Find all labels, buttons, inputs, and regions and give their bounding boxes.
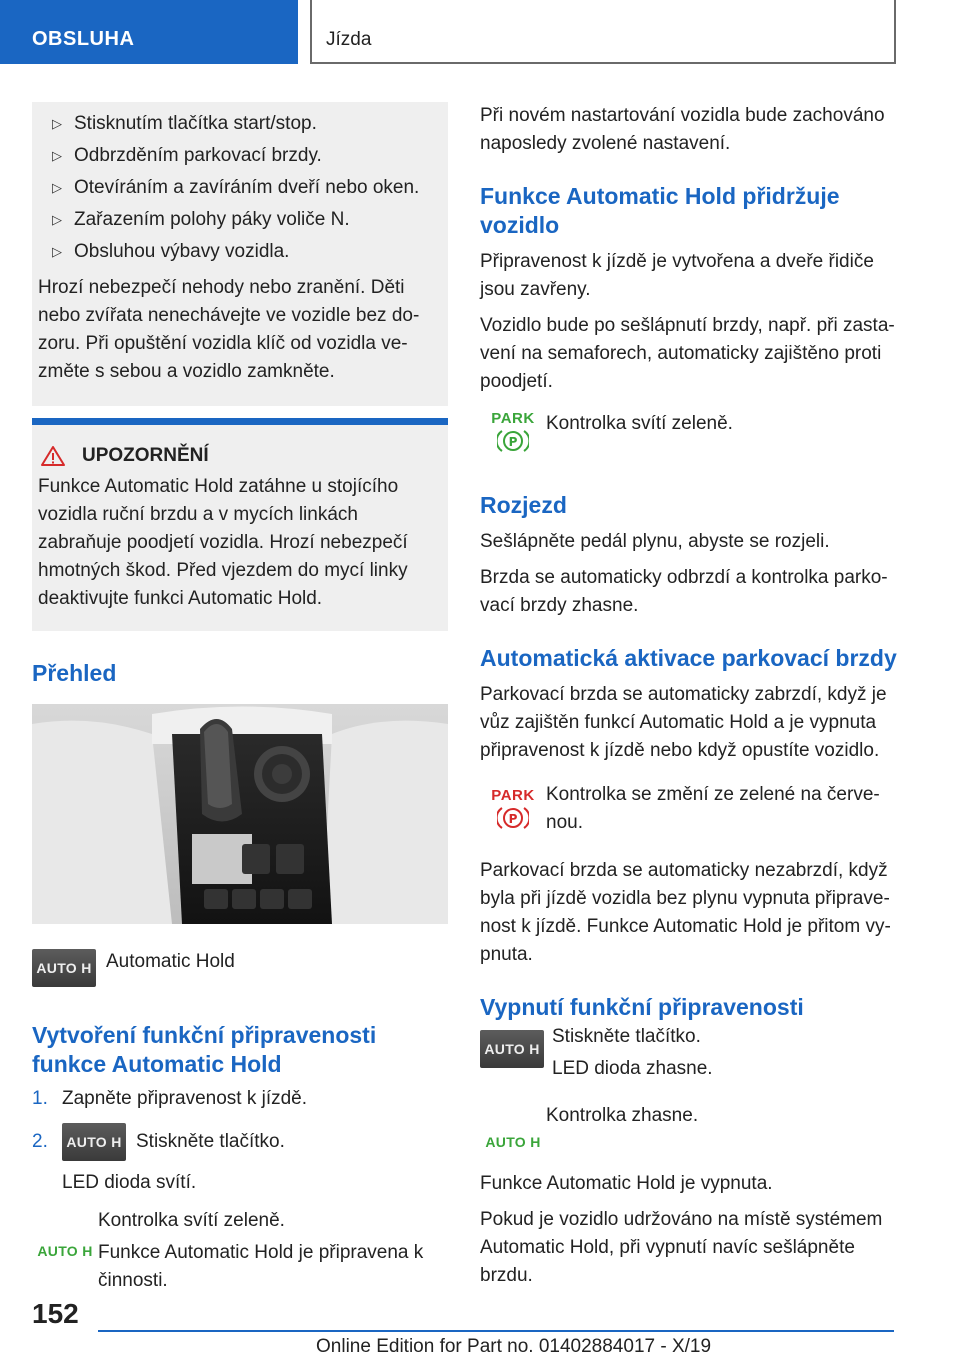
triangle-bullet-icon: ▷ [52, 116, 62, 131]
paragraph: Parkovací brzda se automaticky nezabrzdí, když byla při jízdě vozidla bez plynu vypnuta připrave-nost k jízdě. Funkce Automatic Hold je přitom vy-pnuta. [480, 860, 891, 965]
console-photo [32, 704, 448, 924]
paragraph: Brzda se automaticky odbrzdí a kontrolka parko-vací brzdy zhasne. [480, 567, 888, 616]
park-green-icon: PARK P [491, 410, 534, 455]
paragraph: Sešlápněte pedál plynu, abyste se rozjeli. [480, 531, 830, 552]
park-red-text: Kontrolka se změní ze zelené na červe-nou. [546, 784, 880, 833]
park-red-icon: PARK P [491, 787, 534, 832]
paragraph: Funkce Automatic Hold je vypnuta. [480, 1173, 773, 1194]
automatic-hold-caption: Automatic Hold [106, 951, 235, 972]
paragraph: Při novém nastartování vozidla bude zachováno naposledy zvolené nastavení. [480, 105, 885, 154]
svg-text:P: P [508, 811, 518, 826]
header-section-label: OBSLUHA [32, 28, 135, 50]
page-number: 152 [32, 1298, 79, 1329]
off-button-text: Stiskněte tlačítko. [552, 1026, 701, 1047]
park-green-text: Kontrolka svítí zeleně. [546, 413, 733, 434]
list-item: ▷ Obsluhou výbavy vozidla. [38, 236, 440, 268]
park-red-block [480, 781, 900, 837]
auto-h-indicator-green-icon: AUTO H [485, 1134, 541, 1150]
parking-brake-red-icon [497, 804, 529, 832]
led-on-text: LED dioda svítí. [62, 1172, 197, 1193]
off-heading: Vypnutí funkční připravenosti [480, 994, 804, 1020]
header-chapter-box [310, 0, 896, 64]
indicator-text-1: Kontrolka svítí zeleně. [98, 1210, 285, 1231]
list-item: ▷ Stisknutím tlačítka start/stop. [38, 108, 440, 140]
overview-heading: Přehled [32, 660, 117, 686]
off-indicator-text: Kontrolka zhasne. [546, 1105, 699, 1126]
svg-text:P: P [508, 435, 518, 449]
step-1: 1. Zapněte připravenost k jízdě. [32, 1088, 308, 1109]
danger-text: Hrozí nebezpečí nehody nebo zranění. Děti nebo zvířata nenechávejte ve vozidle bez do-zoru. Při opuštění vozidla klíč od vozidla ve-změte s sebou a vozidlo zamkněte. [38, 277, 420, 382]
indicator-text-2: Funkce Automatic Hold je připravena k činnosti. [98, 1242, 424, 1291]
warning-title: UPOZORNĚNÍ [38, 445, 440, 467]
left-column [32, 102, 448, 1295]
footer-edition: Online Edition for Part no. 01402884017 - X/19 [316, 1336, 712, 1357]
auto-park-heading: Automatická aktivace parkovací brzdy [480, 645, 897, 671]
list-item: ▷ Odbrzděním parkovací brzdy. [38, 140, 440, 172]
right-column [480, 102, 900, 1290]
warning-box [32, 418, 448, 631]
auto-h-green-indicator-block [32, 1207, 448, 1295]
off-button-block [480, 1026, 900, 1082]
parking-brake-green-icon [497, 427, 529, 455]
warning-text: Funkce Automatic Hold zatáhne u stojícího vozidla ruční brzdu a v mycích linkách zabraňuje poodjetí vozidla. Hrozí nebezpečí hmotných škod. Před vjezdem do mycí linky deaktivujte funkci Automatic Hold. [38, 476, 408, 609]
paragraph: Pokud je vozidlo udržováno na místě systémem Automatic Hold, při vypnutí navíc sešlápněte brzdu. [480, 1209, 883, 1286]
auto-h-button-icon: AUTO H [480, 1030, 544, 1068]
hold-heading: Funkce Automatic Hold přidržuje vozidlo [480, 183, 840, 238]
triangle-bullet-icon: ▷ [52, 148, 62, 163]
list-item: ▷ Zařazením polohy páky voliče N. [38, 204, 440, 236]
footer-divider [98, 1330, 894, 1332]
danger-box [32, 102, 448, 406]
automatic-hold-legend [32, 949, 448, 987]
triangle-bullet-icon: ▷ [52, 244, 62, 259]
start-heading: Rozjezd [480, 492, 567, 518]
off-indicator-block [480, 1102, 900, 1152]
paragraph: Vozidlo bude po sešlápnutí brzdy, např. při zasta-vení na semaforech, automaticky zajištěno proti poodjetí. [480, 315, 895, 392]
triangle-bullet-icon: ▷ [52, 180, 62, 195]
create-readiness-heading: Vytvoření funkční připravenosti funkce Automatic Hold [32, 1022, 377, 1077]
header-chapter-label: Jízda [326, 29, 372, 50]
park-green-block [480, 410, 900, 455]
auto-h-button-icon: AUTO H [62, 1123, 126, 1161]
bullet-list [38, 108, 440, 268]
warning-triangle-icon [40, 445, 66, 467]
auto-h-button-icon: AUTO H [32, 949, 96, 987]
paragraph: Parkovací brzda se automaticky zabrzdí, když je vůz zajištěn funkcí Automatic Hold a je vypnuta připravenost k jízdě nebo když opustíte vozidlo. [480, 684, 887, 761]
auto-h-indicator-green-icon: AUTO H [37, 1243, 93, 1259]
step-2: 2. AUTO H Stiskněte tlačítko. [32, 1123, 448, 1161]
off-led-text: LED dioda zhasne. [552, 1058, 713, 1079]
list-item: ▷ Otevíráním a zavíráním dveří nebo oken. [38, 172, 440, 204]
triangle-bullet-icon: ▷ [52, 212, 62, 227]
header-section-tab [0, 0, 298, 64]
paragraph: Připravenost k jízdě je vytvořena a dveře řidiče jsou zavřeny. [480, 251, 874, 300]
